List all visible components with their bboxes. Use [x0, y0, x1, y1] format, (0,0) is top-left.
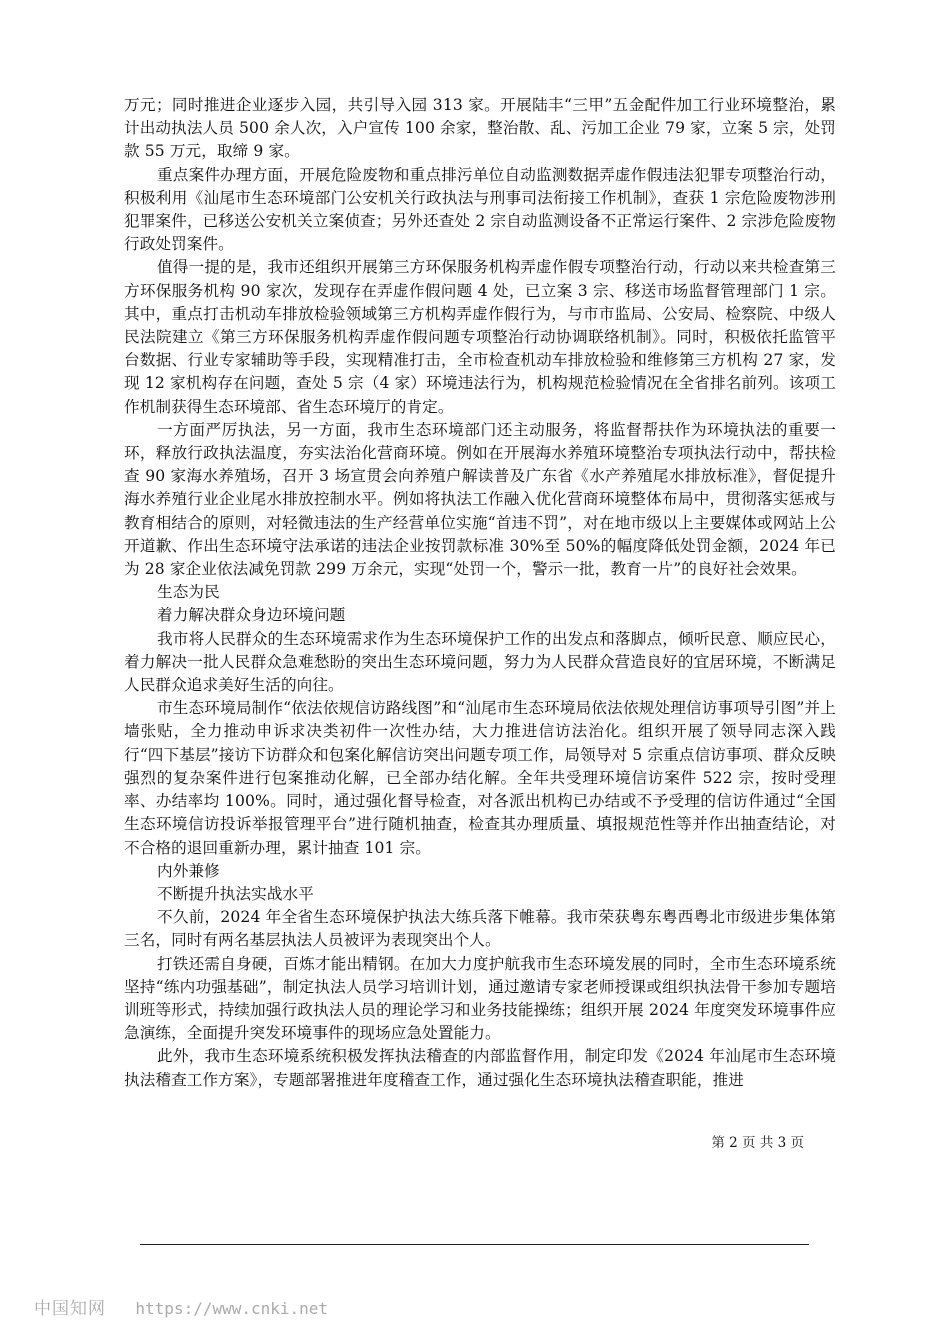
footer-watermark: [34, 1294, 328, 1319]
paragraph: 一方面严厉执法，另一方面，我市生态环境部门还主动服务，将监督帮扶作为环境执法的重要一环，释放行政执法温度，夯实法治化营商环境。例如在开展海水养殖环境整治专项执法行动中，帮扶检查 90 家海水养殖场，召开 3 场宣贯会向养殖户解读普及广东省《水产养殖尾水排放标准》，督促提升海水养殖行业企业尾水排放控制水平。例如将执法工作融入优化营商环境整体布局中，贯彻落实惩戒与教育相结合的原则，对轻微违法的生产经营单位实施“首违不罚”，对在地市级以上主要媒体或网站上公开道歉、作出生态环境守法承诺的违法企业按罚款标准 30%至 50%的幅度降低处罚金额，2024 年已为 28 家企业依法减免罚款 299 万余元，实现“处罚一个，警示一批，教育一片”的良好社会效果。: [124, 420, 836, 579]
paragraph: 值得一提的是，我市还组织开展第三方环保服务机构弄虚作假专项整治行动，行动以来共检查第三方环保服务机构 90 家次，发现存在弄虚作假问题 4 处，已立案 3 宗、移送市场监督管理部门 1 宗。其中，重点打击机动车排放检验领域第三方机构弄虚作假行为，与市市监局、公安局、检察院、中级人民法院建立《第三方环保服务机构弄虚作假问题专项整治行动协调联络机制》。同时，积极依托监管平台数据、行业专家辅助等手段，实现精准打击，全市检查机动车排放检验和维修第三方机构 27 家，发现 12 家机构存在问题，查处 5 宗（4 家）环境违法行为，机构规范检验情况在全省排名前列。该项工作机制获得生态环境部、省生态环境厅的肯定。: [124, 258, 836, 416]
document-body: [124, 94, 836, 1092]
paragraph: 不久前，2024 年全省生态环境保护执法大练兵落下帷幕。我市荣获粤东粤西粤北市级进步集体第三名，同时有两名基层执法人员被评为表现突出个人。: [124, 908, 836, 950]
section-subheading: 着力解决群众身边环境问题: [157, 606, 346, 625]
paragraph: 万元；同时推进企业逐步入园，共引导入园 313 家。开展陆丰“三甲”五金配件加工行业环境整治，累计出动执法人员 500 余人次，入户宣传 100 余家，整治散、乱、污加工企业 79 家，立案 5 宗，处罚款 55 万元，取缔 9 家。: [124, 96, 836, 161]
paragraph: 此外，我市生态环境系统积极发挥执法稽查的内部监督作用，制定印发《2024 年汕尾市生态环境执法稽查工作方案》，专题部署推进年度稽查工作，通过强化生态环境执法稽查职能，推进: [124, 1047, 836, 1089]
section-subheading: 不断提升执法实战水平: [157, 884, 314, 903]
section-heading: 内外兼修: [157, 861, 220, 880]
paragraph: 市生态环境局制作“依法依规信访路线图”和“汕尾市生态环境局依法依规处理信访事项导引图”并上墙张贴，全力推动申诉求决类初件一次性办结，大力推进信访法治化。组织开展了领导同志深入践行“四下基层”接访下访群众和包案化解信访突出问题专项工作，局领导对 5 宗重点信访事项、群众反映强烈的复杂案件进行包案推动化解，已全部办结化解。全年共受理环境信访案件 522 宗，按时受理率、办结率均 100%。同时，通过强化督导检查，对各派出机构已办结或不予受理的信访件通过“全国生态环境信访投诉举报管理平台”进行随机抽查，检查其办理质量、填报规范性等并作出抽查结论，对不合格的退回重新办理，累计抽查 101 宗。: [124, 699, 836, 857]
paragraph: 重点案件办理方面，开展危险废物和重点排污单位自动监测数据弄虚作假违法犯罪专项整治行动，积极利用《汕尾市生态环境部门公安机关行政执法与刑事司法衔接工作机制》，查获 1 宗危险废物涉刑犯罪案件，已移送公安机关立案侦查；另外还查处 2 宗自动监测设备不正常运行案件、2 宗涉危险废物行政处罚案件。: [124, 165, 836, 254]
section-heading: 生态为民: [157, 583, 220, 602]
page-number: 第 2 页 共 3 页: [711, 1135, 804, 1151]
footer-divider: [140, 1244, 809, 1245]
paragraph: 打铁还需自身硬，百炼才能出精钢。在加大力度护航我市生态环境发展的同时，全市生态环境系统坚持“练内功强基础”，制定执法人员学习培训计划，通过邀请专家老师授课或组织执法骨干参加专题培训班等形式，持续加强行政执法人员的理论学习和业务技能操练；组织开展 2024 年度突发环境事件应急演练，全面提升突发环境事件的现场应急处置能力。: [124, 954, 836, 1043]
cnki-url: https://www.cnki.net: [135, 1299, 329, 1318]
cnki-brand: 中国知网: [34, 1299, 106, 1319]
paragraph: 我市将人民群众的生态环境需求作为生态环境保护工作的出发点和落脚点，倾听民意、顺应民心，着力解决一批人民群众急难愁盼的突出生态环境问题，努力为人民群众营造良好的宜居环境，不断满足人民群众追求美好生活的向往。: [124, 629, 836, 695]
